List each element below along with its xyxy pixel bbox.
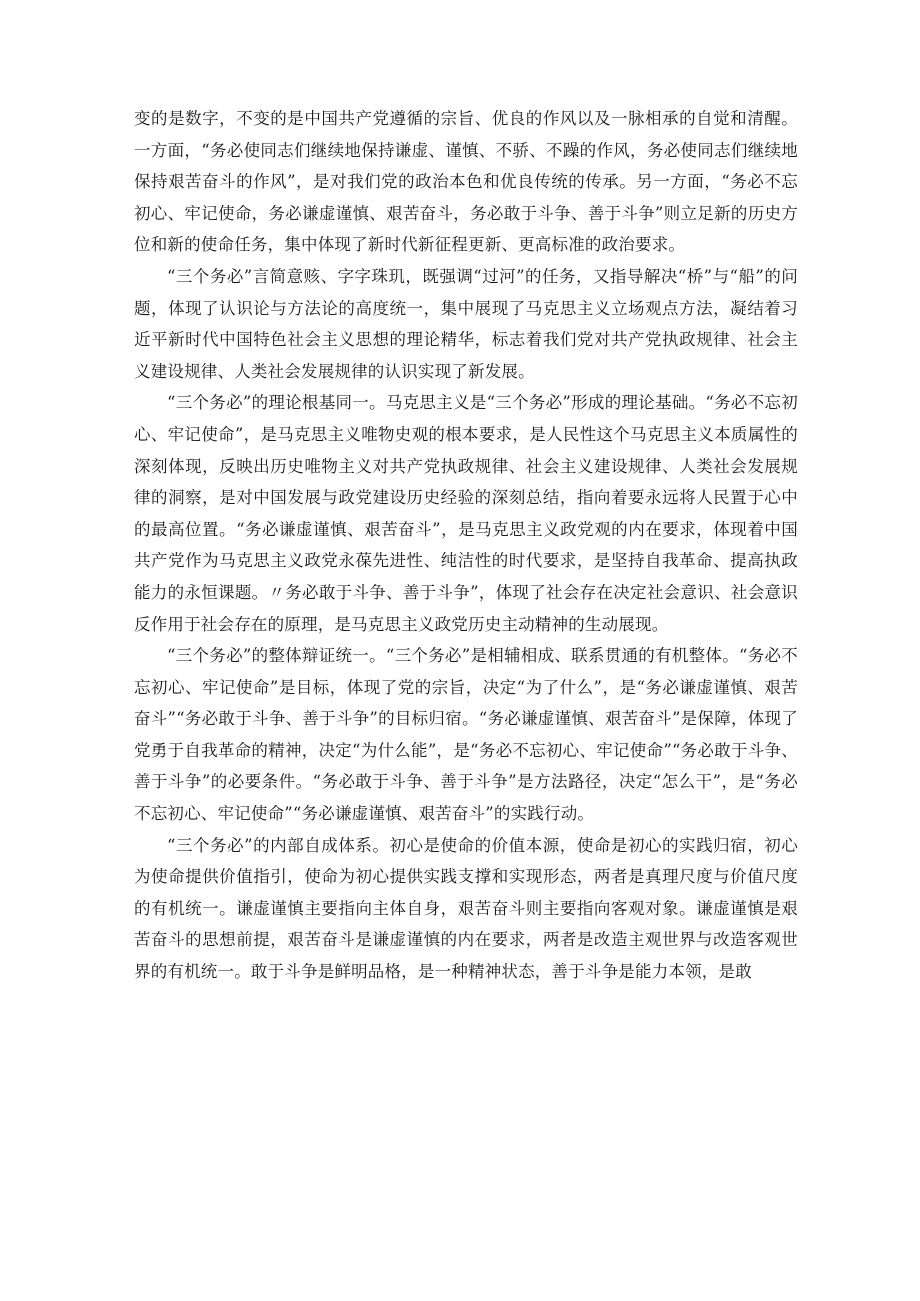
paragraph-5: “三个务必”的内部自成体系。初心是使命的价值本源，使命是初心的实践归宿，初心为使命提供价值指引，使命为初心提供实践支撑和实现形态，两者是真理尺度与价值尺度的有机统一。谦虚谨慎主要指向主体自身，艰苦奋斗则主要指向客观对象。谦虚谨慎是艰苦奋斗的思想前提，艰苦奋斗是谦虚谨慎的内在要求，两者是改造主观世界与改造客观世界的有机统一。敢于斗争是鲜明品格，是一种精神状态，善于斗争是能力本领，是敢 (134, 835, 798, 982)
paragraph-4: “三个务必”的整体辩证统一。“三个务必”是相辅相成、联系贯通的有机整体。“务必不忘初心、牢记使命”是目标，体现了党的宗旨，决定“为了什么”，是“务必谦虚谨慎、艰苦奋斗”“务必敢于斗争、善于斗争”的目标归宿。“务必谦虚谨慎、艰苦奋斗”是保障，体现了党勇于自我革命的精神，决定“为什么能”，是“务必不忘初心、牢记使命”“务必敢于斗争、善于斗争”的必要条件。“务必敢于斗争、善于斗争”是方法路径，决定“怎么干”，是“务必不忘初心、牢记使命”“务必谦虚谨慎、艰苦奋斗”的实践行动。 (134, 646, 798, 824)
paragraph-1: 变的是数字，不变的是中国共产党遵循的宗旨、优良的作风以及一脉相承的自觉和清醒。一方面，“务必使同志们继续地保持谦虚、谨慎、不骄、不躁的作风，务必使同志们继续地保持艰苦奋斗的作风”，是对我们党的政治本色和优良传统的传承。另一方面，“务必不忘初心、牢记使命，务必谦虚谨慎、艰苦奋斗，务必敢于斗争、善于斗争”则立足新的历史方位和新的使命任务，集中体现了新时代新征程更新、更高标准的政治要求。 (134, 109, 798, 255)
paragraph-3: “三个务必”的理论根基同一。马克思主义是“三个务必”形成的理论基础。“务必不忘初心、牢记使命”，是马克思主义唯物史观的根本要求，是人民性这个马克思主义本质属性的深刻体现，反映出历史唯物主义对共产党执政规律、社会主义建设规律、人类社会发展规律的洞察，是对中国发展与政党建设历史经验的深刻总结，指向着要永远将人民置于心中的最高位置。“务必谦虚谨慎、艰苦奋斗”，是马克思主义政党观的内在要求，体现着中国共产党作为马克思主义政党永葆先进性、纯洁性的时代要求，是坚持自我革命、提高执政能力的永恒课题。〃务必敢于斗争、善于斗争”，体现了社会存在决定社会意识、社会意识反作用于社会存在的原理，是马克思主义政党历史主动精神的生动展现。 (134, 393, 798, 634)
document-body (134, 103, 798, 988)
paragraph-2: “三个务必”言简意赅、字字珠玑，既强调“过河”的任务，又指导解决“桥”与“船”的问题，体现了认识论与方法论的高度统一，集中展现了马克思主义立场观点方法，凝结着习近平新时代中国特色社会主义思想的理论精华，标志着我们党对共产党执政规律、社会主义建设规律、人类社会发展规律的认识实现了新发展。 (134, 266, 798, 381)
